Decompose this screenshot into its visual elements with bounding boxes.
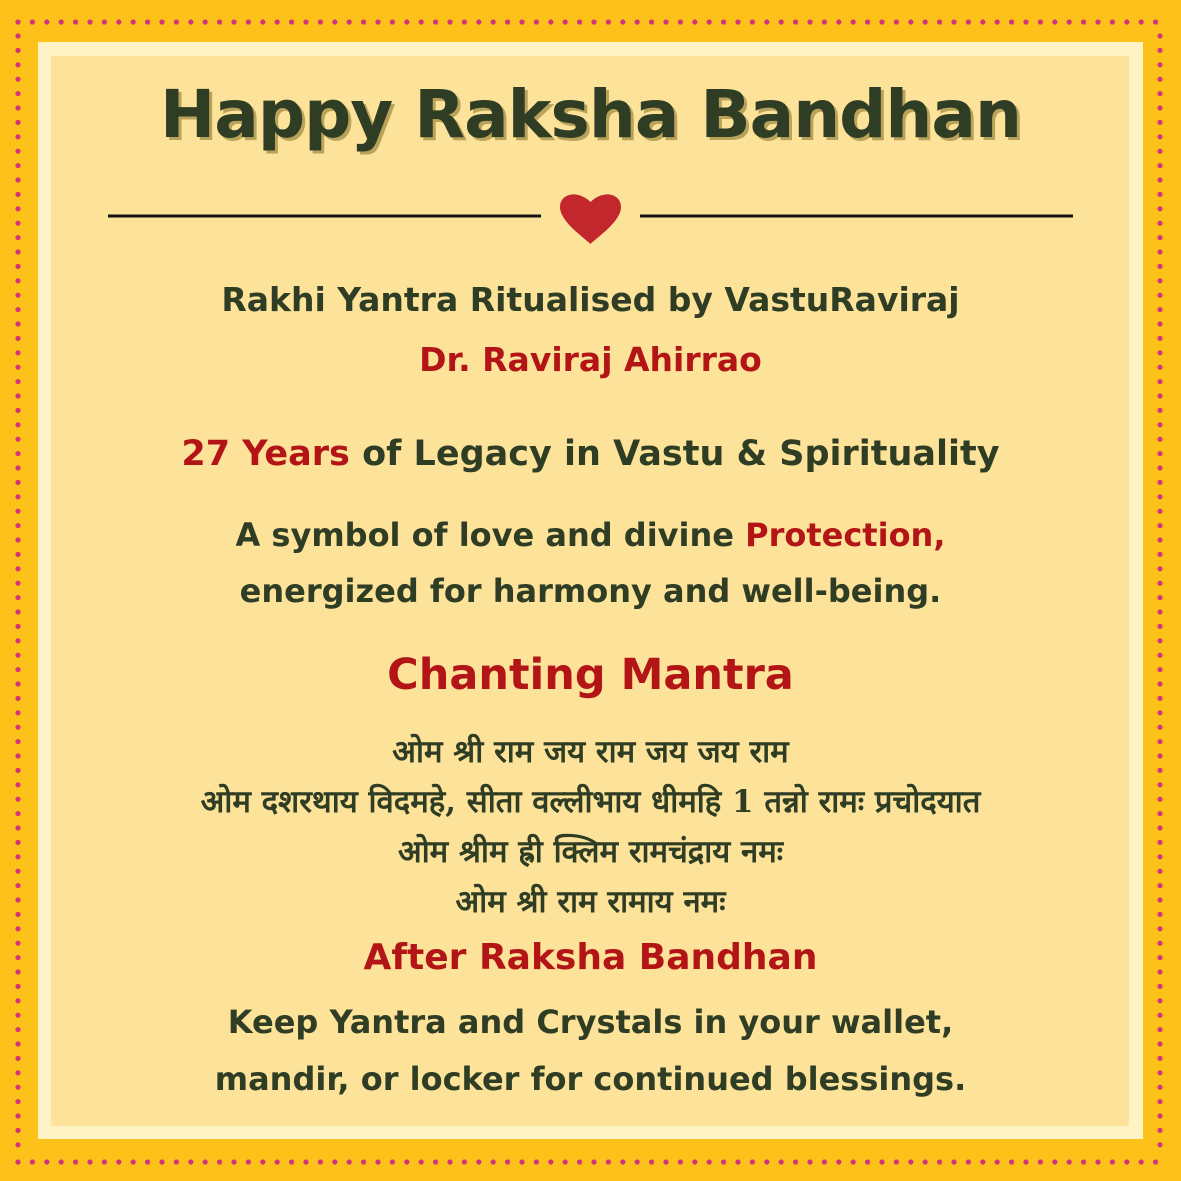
border-dot [649,19,654,24]
border-dot [663,19,668,24]
border-dot [822,1159,827,1164]
border-dot [1153,1159,1158,1164]
legacy-line [0,434,1181,474]
border-dot [1139,19,1144,24]
border-dot [15,509,20,514]
border-dot [15,710,20,715]
border-dot [1009,19,1014,24]
border-dot [131,1159,136,1164]
border-dot [476,1159,481,1164]
border-dot [851,1159,856,1164]
border-dot [606,19,611,24]
legacy-text: of Legacy in Vastu & Spirituality [349,434,1000,474]
border-dot [1009,1159,1014,1164]
border-dot [1157,926,1162,931]
border-dot [347,1159,352,1164]
border-dot [548,1159,553,1164]
border-dot [505,1159,510,1164]
border-dot [419,19,424,24]
border-dot [361,19,366,24]
border-dot [15,1142,20,1147]
border-dot [59,19,64,24]
border-dot [116,19,121,24]
border-dot [1157,638,1162,643]
border-dot [375,19,380,24]
border-dot [1023,1159,1028,1164]
border-dot [203,1159,208,1164]
border-dot [188,19,193,24]
border-dot [1157,1099,1162,1104]
border-dot [15,926,20,931]
border-dot [15,62,20,67]
border-dot [15,1041,20,1046]
border-dot [15,480,20,485]
border-dot [865,1159,870,1164]
border-dot [390,1159,395,1164]
border-dot [620,19,625,24]
symbol-text: A symbol of love and divine [235,516,746,554]
border-dot [361,1159,366,1164]
border-dot [1157,494,1162,499]
border-dot [635,1159,640,1164]
border-dot [721,1159,726,1164]
border-dot [1067,19,1072,24]
border-dot [462,19,467,24]
border-dot [231,1159,236,1164]
border-dot [563,1159,568,1164]
legacy-highlight: 27 Years [181,434,350,474]
border-dot [15,177,20,182]
border-dot [447,1159,452,1164]
border-dot [15,393,20,398]
border-dot [548,19,553,24]
border-dot [678,1159,683,1164]
symbol-line-1 [0,516,1181,554]
border-dot [779,1159,784,1164]
border-dot [1157,249,1162,254]
border-dot [1153,19,1158,24]
border-dot [15,609,20,614]
border-dot [131,19,136,24]
border-dot [563,19,568,24]
border-dot [275,1159,280,1164]
border-dot [1157,393,1162,398]
border-dot [807,19,812,24]
border-dot [606,1159,611,1164]
border-dot [750,1159,755,1164]
border-dot [635,19,640,24]
border-dot [1157,177,1162,182]
border-dot [1052,19,1057,24]
subtitle: Rakhi Yantra Ritualised by VastuRaviraj [221,280,960,319]
border-dot [332,1159,337,1164]
border-dot [1110,19,1115,24]
after-heading: After Raksha Bandhan [363,937,818,978]
border-dot [779,19,784,24]
border-dot [145,1159,150,1164]
symbol-highlight: Protection, [745,516,946,554]
border-dot [951,19,956,24]
border-dot [15,566,20,571]
border-dot [15,494,20,499]
border-dot [534,1159,539,1164]
border-dot [707,1159,712,1164]
border-dot [30,19,35,24]
heart-divider [0,186,1181,246]
mantra-line: ओम श्री राम जय राम जय जय राम [392,734,789,770]
border-dot [87,19,92,24]
border-dot [951,1159,956,1164]
border-dot [476,19,481,24]
border-dot [44,1159,49,1164]
border-dot [246,1159,251,1164]
border-dot [894,19,899,24]
border-dot [851,19,856,24]
border-dot [15,48,20,53]
border-dot [303,1159,308,1164]
border-dot [1157,264,1162,269]
border-dot [231,19,236,24]
border-dot [807,1159,812,1164]
border-dot [1157,609,1162,614]
border-dot [87,1159,92,1164]
border-dot [1110,1159,1115,1164]
border-dot [491,1159,496,1164]
border-dot [44,19,49,24]
border-dot [1157,984,1162,989]
border-dot [1157,1041,1162,1046]
border-dot [102,19,107,24]
border-dot [1095,19,1100,24]
keep-line-1: Keep Yantra and Crystals in your wallet, [227,1003,954,1041]
border-dot [303,19,308,24]
border-dot [591,1159,596,1164]
border-dot [1157,422,1162,427]
border-dot [764,19,769,24]
border-dot [663,1159,668,1164]
border-dot [908,19,913,24]
border-dot [73,19,78,24]
border-dot [30,1159,35,1164]
border-dot [15,33,20,38]
border-dot [721,19,726,24]
border-dot [764,1159,769,1164]
border-dot [447,19,452,24]
border-dot [620,1159,625,1164]
border-dot [1157,624,1162,629]
symbol-line-2: energized for harmony and well-being. [239,572,942,610]
border-dot [937,1159,942,1164]
border-dot [1081,1159,1086,1164]
border-dot [15,249,20,254]
border-dot [692,19,697,24]
mantra-line: ओम दशरथाय विदमहे, सीता वल्लीभाय धीमहि 1 तन्नो रामः प्रचोदयात [200,784,981,820]
border-dot [188,1159,193,1164]
border-dot [15,1159,20,1164]
border-dot [735,19,740,24]
border-dot [1157,1142,1162,1147]
border-dot [203,19,208,24]
border-dot [116,1159,121,1164]
border-dot [966,19,971,24]
border-dot [375,1159,380,1164]
border-dot [1157,1113,1162,1118]
page-title: Happy Raksha Bandhan [160,76,1021,153]
border-dot [1157,379,1162,384]
border-dot [750,19,755,24]
border-dot [692,1159,697,1164]
border-dot [923,1159,928,1164]
border-dot [289,1159,294,1164]
border-dot [1157,33,1162,38]
border-dot [1157,48,1162,53]
border-dot [145,19,150,24]
border-dot [707,19,712,24]
border-dot [937,19,942,24]
border-dot [1139,1159,1144,1164]
border-dot [1052,1159,1057,1164]
border-dot [980,1159,985,1164]
border-dot [217,1159,222,1164]
border-dot [908,1159,913,1164]
border-dot [1157,163,1162,168]
border-dot [404,1159,409,1164]
border-dot [894,1159,899,1164]
border-dot [15,408,20,413]
border-dot [73,1159,78,1164]
border-dot [1157,408,1162,413]
border-dot [678,19,683,24]
author-name: Dr. Raviraj Ahirrao [419,340,762,379]
border-dot [995,1159,1000,1164]
border-dot [649,1159,654,1164]
border-dot [15,1128,20,1133]
border-dot [390,19,395,24]
border-dot [217,19,222,24]
border-dot [966,1159,971,1164]
border-dot [174,19,179,24]
border-dot [15,1113,20,1118]
border-dot [1081,19,1086,24]
border-dot [419,1159,424,1164]
border-dot [1067,1159,1072,1164]
border-dot [995,19,1000,24]
border-dot [15,638,20,643]
border-dot [15,19,20,24]
border-dot [318,1159,323,1164]
border-dot [159,19,164,24]
border-dot [433,1159,438,1164]
border-dot [15,624,20,629]
border-dot [15,422,20,427]
border-dot [836,19,841,24]
border-dot [793,1159,798,1164]
border-dot [15,984,20,989]
border-dot [260,1159,265,1164]
border-dot [332,19,337,24]
border-dot [879,19,884,24]
border-dot [15,379,20,384]
border-dot [1157,480,1162,485]
border-dot [491,19,496,24]
border-dot [1095,1159,1100,1164]
border-dot [15,264,20,269]
border-dot [505,19,510,24]
border-dot [865,19,870,24]
border-dot [735,1159,740,1164]
border-dot [980,19,985,24]
border-dot [347,19,352,24]
border-dot [1157,62,1162,67]
chanting-heading: Chanting Mantra [387,650,794,700]
border-dot [1157,710,1162,715]
border-dot [15,1099,20,1104]
border-dot [923,19,928,24]
border-dot [519,19,524,24]
mantra-line: ओम श्री राम रामाय नमः [455,884,726,920]
border-dot [1023,19,1028,24]
border-dot [318,19,323,24]
border-dot [793,19,798,24]
border-dot [462,1159,467,1164]
border-dot [59,1159,64,1164]
border-dot [1157,1128,1162,1133]
border-dot [577,19,582,24]
border-dot [591,19,596,24]
border-dot [275,19,280,24]
mantra-line: ओम श्रीम ह्री क्लिम रामचंद्राय नमः [397,834,784,870]
border-dot [1038,1159,1043,1164]
heart-icon [560,194,621,244]
border-dot [1157,566,1162,571]
border-dot [246,19,251,24]
border-dot [174,1159,179,1164]
border-dot [15,321,20,326]
border-dot [433,19,438,24]
border-dot [289,19,294,24]
border-dot [577,1159,582,1164]
border-dot [15,163,20,168]
border-dot [1124,19,1129,24]
border-dot [404,19,409,24]
border-dot [534,19,539,24]
border-dot [836,1159,841,1164]
border-dot [102,1159,107,1164]
border-dot [159,1159,164,1164]
border-dot [822,19,827,24]
keep-line-2: mandir, or locker for continued blessings. [214,1060,967,1098]
border-dot [519,1159,524,1164]
border-dot [879,1159,884,1164]
border-dot [1038,19,1043,24]
border-dot [260,19,265,24]
border-dot [1124,1159,1129,1164]
border-dot [1157,321,1162,326]
border-dot [1157,509,1162,514]
